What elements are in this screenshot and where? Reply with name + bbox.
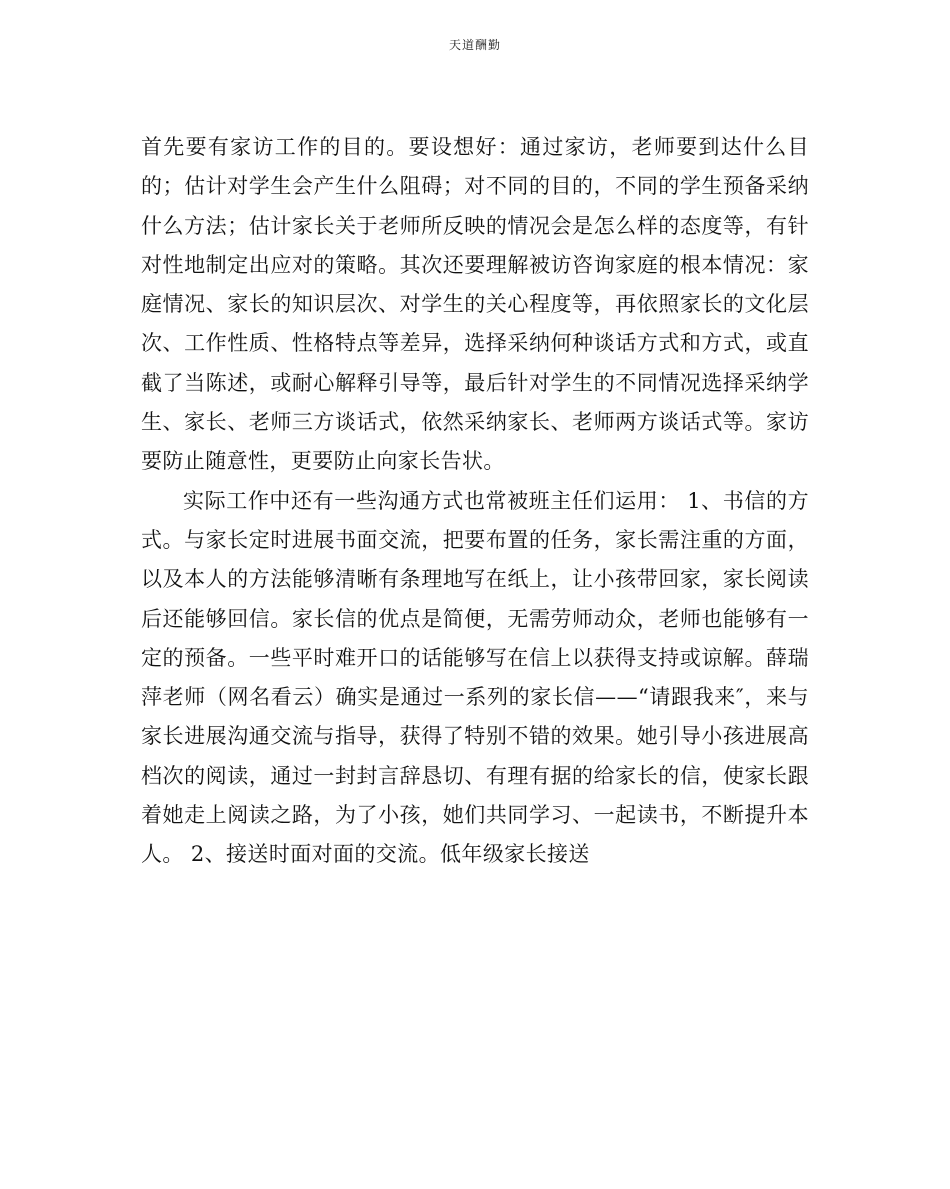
paragraph-2: 实际工作中还有一些沟通方式也常被班主任们运用： 1、书信的方式。与家长定时进展书面交流，把要布置的任务，家长需注重的方面，以及本人的方法能够清晰有条理地写在纸上，让小孩带回家，家长阅读后还能够回信。家长信的优点是简便，无需劳师动众，老师也能够有一定的预备。一些平时难开口的话能够写在信上以获得支持或谅解。薛瑞萍老师（网名看云）确实是通过一系列的家长信——“请跟我来″，来与家长进展沟通交流与指导，获得了特别不错的效果。她引导小孩进展高档次的阅读，通过一封封言辞恳切、有理有据的给家长的信，使家长跟着她走上阅读之路，为了小孩，她们共同学习、一起读书，不断提升本人。 2、接送时面对面的交流。低年级家长接送 (141, 488, 809, 867)
paragraph-1: 首先要有家访工作的目的。要设想好：通过家访，老师要到达什么目的；估计对学生会产生什么阻碍；对不同的目的，不同的学生预备采纳什么方法；估计家长关于老师所反映的情况会是怎么样的态度等，有针对性地制定出应对的策略。其次还要理解被访咨询家庭的根本情况：家庭情况、家长的知识层次、对学生的关心程度等，再依照家长的文化层次、工作性质、性格特点等差异，选择采纳何种谈话方式和方式，或直截了当陈述，或耐心解释引导等，最后针对学生的不同情况选择采纳学生、家长、老师三方谈话式，依然采纳家长、老师两方谈话式等。家访要防止随意性，更要防止向家长告状。 (141, 135, 809, 474)
document-body (141, 128, 809, 875)
page-header: 天道酬勤 (448, 38, 501, 52)
